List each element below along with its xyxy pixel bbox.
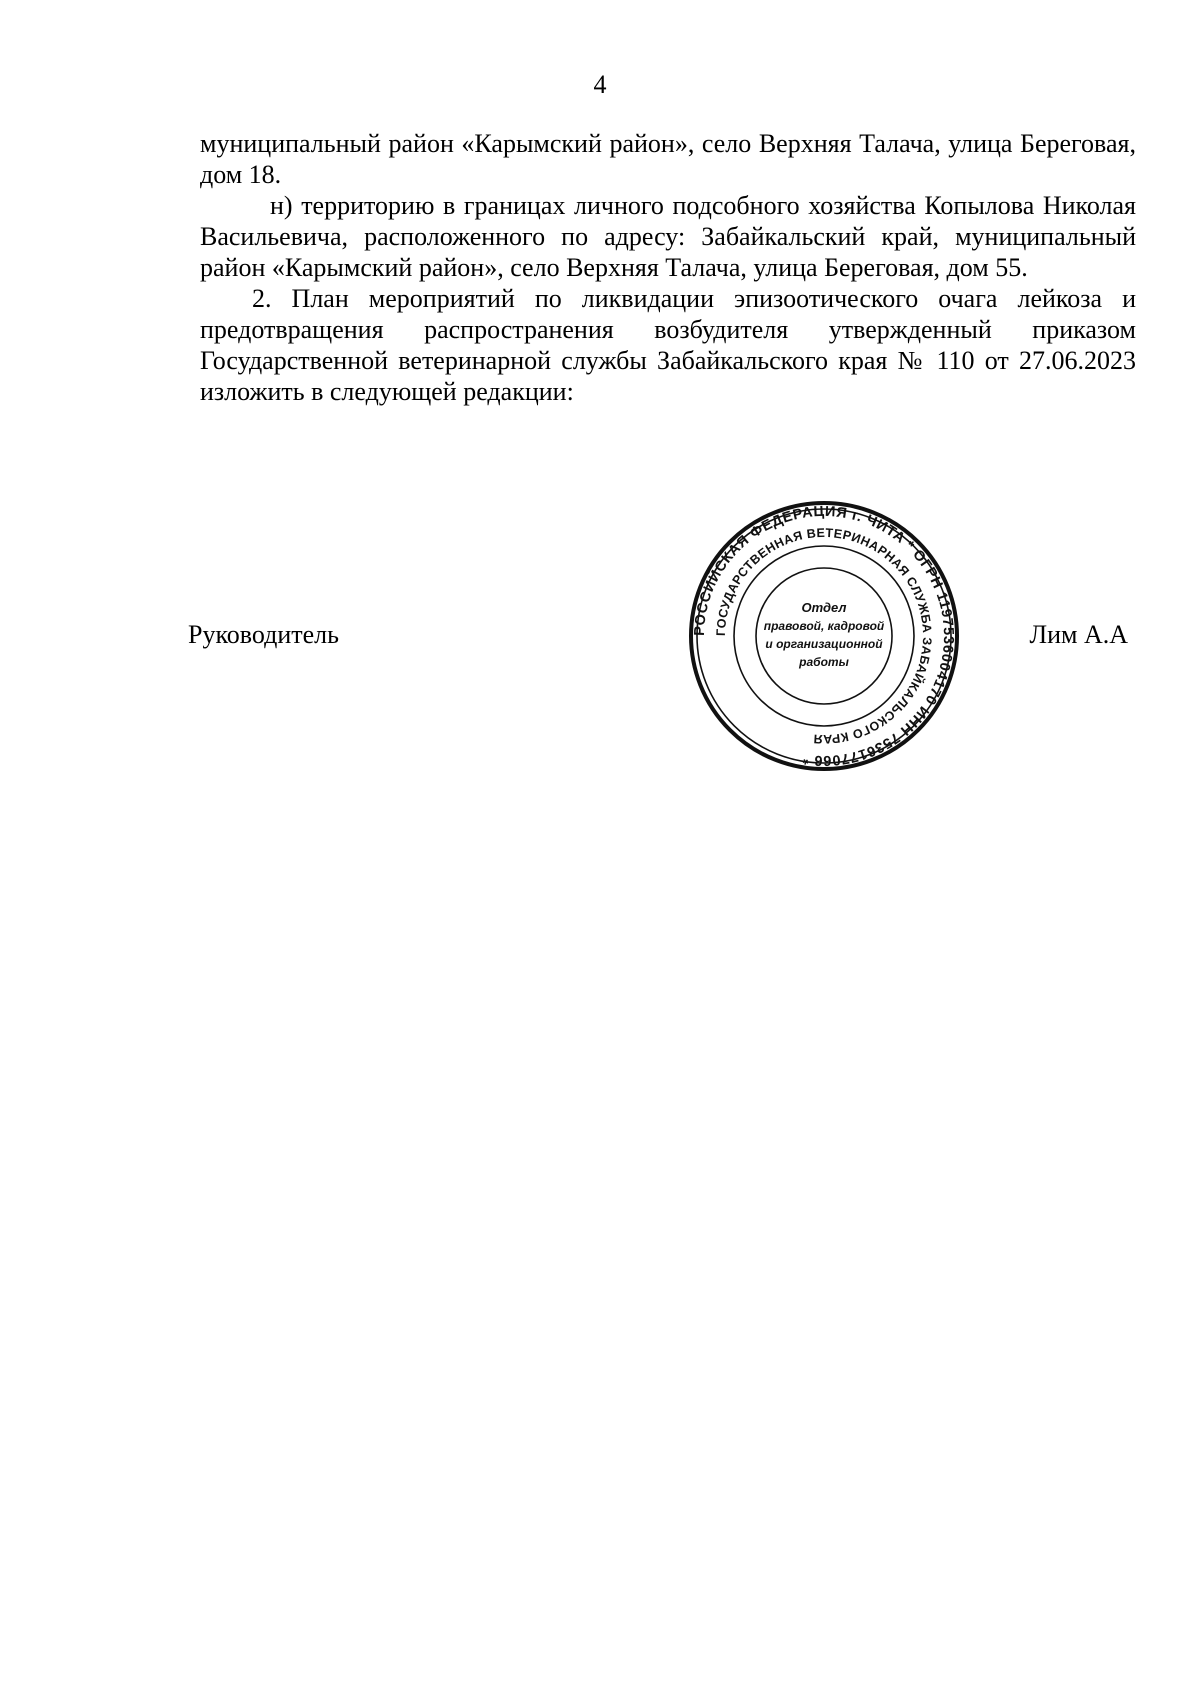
- paragraph-continuation: муниципальный район «Карымский район», село Верхняя Талача, улица Береговая, дом 18.: [200, 129, 1136, 189]
- paragraph-item-n: н) территорию в границах личного подсобного хозяйства Копылова Николая Васильевича, расположенного по адресу: Забайкальский край, муниципальный район «Карымский район», село Верхняя Талача, улица Береговая, дом 55.: [200, 191, 1136, 282]
- seal-inner-ring-text: ГОСУДАРСТВЕННАЯ ВЕТЕРИНАРНАЯ СЛУЖБА ЗАБАЙКАЛЬСКОГО КРАЯ: [713, 525, 935, 747]
- seal-center-line-3: и организационной: [765, 637, 883, 651]
- page-number: 4: [593, 70, 607, 99]
- seal-center-line-2: правовой, кадровой: [763, 619, 885, 633]
- signer-position: Руководитель: [188, 620, 339, 649]
- signer-name: Лим А.А: [1029, 620, 1128, 649]
- seal-middle-border: [734, 546, 914, 726]
- document-body: [200, 128, 1136, 407]
- seal-center-line-1: Отдел: [801, 600, 847, 615]
- official-seal-stamp: [688, 500, 960, 772]
- signature-block: [188, 620, 1128, 660]
- seal-inner-border: [756, 568, 892, 704]
- paragraph-item-2: 2. План мероприятий по ликвидации эпизоотического очага лейкоза и предотвращения распространения возбудителя утвержденный приказом Государственной ветеринарной службы Забайкальского края № 110 от 27.06.2023 изложить в следующей редакции:: [200, 284, 1136, 406]
- seal-outer-ring-text: РОССИЙСКАЯ ФЕДЕРАЦИЯ г. ЧИТА * ОГРН 1197536004170 ИНН 7536177066 *: [691, 503, 957, 769]
- seal-center-line-4: работы: [799, 655, 849, 669]
